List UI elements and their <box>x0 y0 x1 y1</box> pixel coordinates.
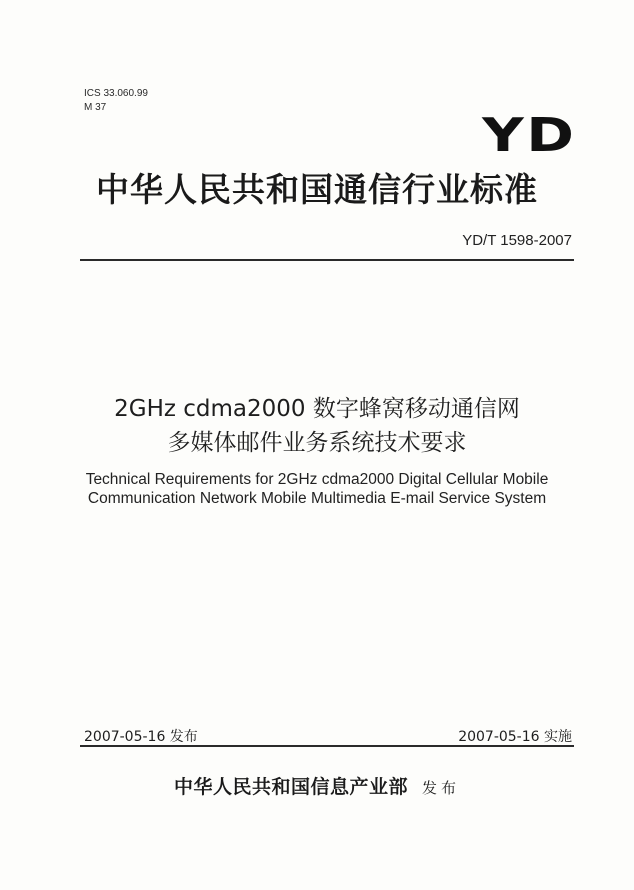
title-en-line-2: Communication Network Mobile Multimedia E-mail Service System <box>87 490 547 507</box>
document-title-chinese <box>0 392 634 460</box>
issuing-authority <box>0 772 634 799</box>
yd-logo: YD <box>481 108 576 162</box>
title-cn-line-1: 2GHz cdma2000 数字蜂窝移动通信网 <box>114 396 520 422</box>
bottom-divider <box>80 745 574 747</box>
ccs-code: M 37 <box>84 102 107 113</box>
standard-number: YD/T 1598-2007 <box>462 232 572 249</box>
top-divider <box>80 259 574 261</box>
implementation-date: 2007-05-16 实施 <box>458 729 572 745</box>
issuer-action: 发布 <box>422 779 461 797</box>
standard-title: 中华人民共和国通信行业标准 <box>96 170 538 209</box>
ics-code: ICS 33.060.99 <box>84 88 148 99</box>
issuer-organization: 中华人民共和国信息产业部 <box>173 776 408 798</box>
classification-codes <box>84 87 148 115</box>
issue-date: 2007-05-16 发布 <box>84 729 198 745</box>
title-cn-line-2: 多媒体邮件业务系统技术要求 <box>167 430 467 456</box>
document-title-english <box>0 470 634 508</box>
title-en-line-1: Technical Requirements for 2GHz cdma2000 Digital Cellular Mobile <box>85 471 549 488</box>
